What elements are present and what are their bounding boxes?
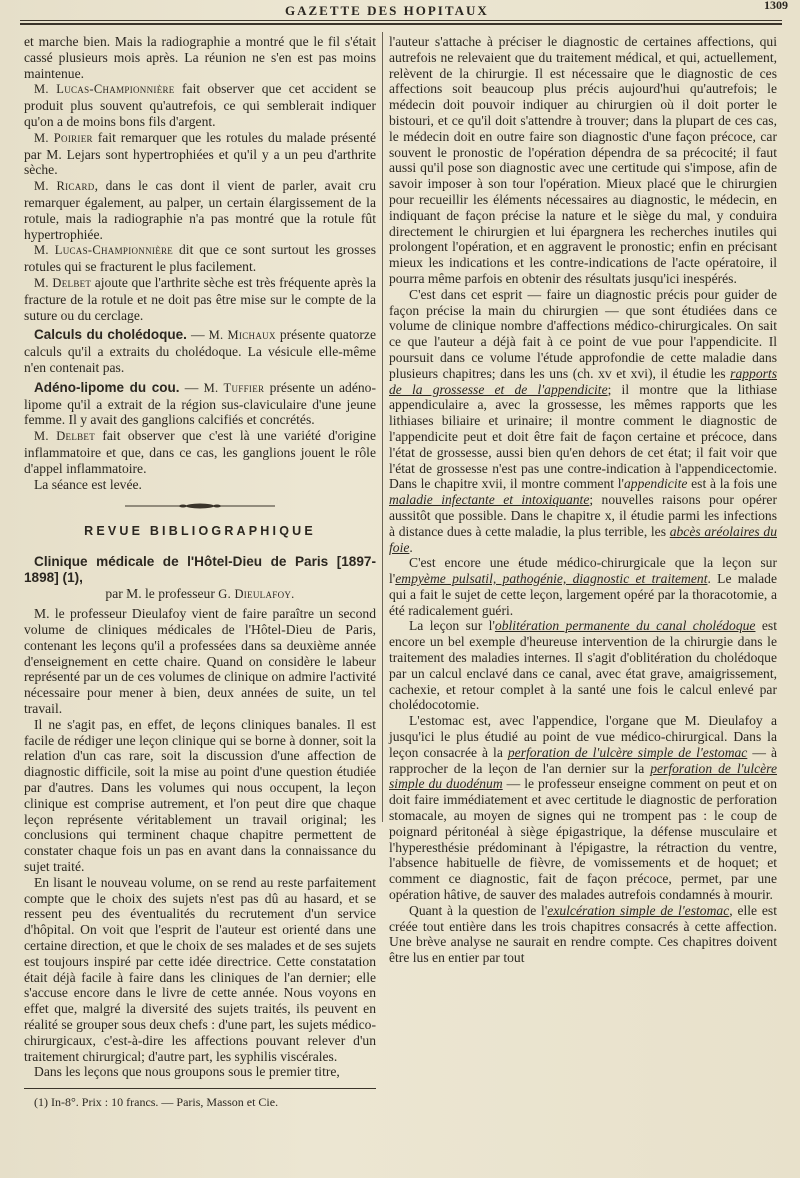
speaker-name: M. Lucas-Championnière	[34, 243, 174, 258]
paragraph: M. Poirier fait remarquer que les rotules du malade présenté par M. Lejars sont hypertrophiées et qu'il y a un peu d'arthrite sèche.	[24, 129, 376, 178]
paragraph: M. Lucas-Championnière dit que ce sont surtout les grosses rotules qui se fracturent le plus facilement.	[24, 242, 376, 275]
paragraph: M. Lucas-Championnière fait observer que cet accident se produit plus souvent qu'autrefois, ce qui semblerait indiquer qu'on a de moins bons fils d'argent.	[24, 81, 376, 129]
column-divider	[382, 32, 383, 822]
speaker-name: M. Poirier	[34, 130, 93, 145]
paragraph: En lisant le nouveau volume, on se rend au reste parfaitement compte que le choix des sujets n'est pas dû au hasard, et se ressent peu des éventualités du recrutement d'un service d'hôpital. On voit que l'esprit de l'auteur est orienté dans une certaine direction, et que le choix de ses malades et de ses sujets est toujours inspiré par cette idée directrice. Cette constatation était déjà facile à faire dans les cliniques de l'an dernier; elle s'accuse encore dans le livre de cette année. Nous voyons en effet que, malgré la diversité des sujets traités, ils peuvent en réalité se grouper sous deux chefs : d'une part, les sujets médico-chirurgicaux, c'est-à-dire les affections pouvant relever d'un traitement chirurgical; d'autre part, les syphilis viscérales.	[24, 874, 377, 1064]
footnote: (1) In-8°. Prix : 10 francs. — Paris, Masson et Cie.	[34, 1095, 279, 1110]
paragraph: et marche bien. Mais la radiographie a montré que le fil s'était cassé plusieurs mois après. La réunion ne s'en est pas moins maintenue.	[24, 34, 376, 81]
speaker-name: M. Michaux	[208, 328, 276, 343]
paragraph: Dans les leçons que nous groupons sous le premier titre,	[34, 1064, 340, 1080]
paragraph: C'est encore une étude médico-chirurgicale que la leçon sur l'empyème pulsatil, pathogénie, diagnostic et traitement. Le malade qui a fait le sujet de cette leçon, largement opéré par la thoracotomie, a été radicalement guéri.	[389, 555, 777, 618]
paragraph: L'estomac est, avec l'appendice, l'organe que M. Dieulafoy a jusqu'ici le plus étudié au point de vue médico-chirurgical. Dans la leçon consacrée à la perforation de l'ulcère simple de l'estomac — à rapprocher de la leçon de l'an dernier sur la perforation de l'ulcère simple du duodénum — le professeur enseigne comment on peut et on doit faire immédiatement et avec certitude le diagnostic de perforation stomacale, au moyen de signes qui ne trompent pas : le coup de poignard péritonéal à siège épigastrique, la défense musculaire et l'hyperesthésie prédominant à l'épigastre, la rétraction du ventre, l'absence habituelle de fièvre, de vomissements et de hoquet; et comment ce diagnostic, fait de façon précoce, permet, par une opération hâtive, de sauver des malades autrefois condamnés à mourir.	[389, 713, 778, 903]
paragraph: l'auteur s'attache à préciser le diagnostic de certaines affections, qui autrefois ne relevaient que du traitement médical, et qui, actuellement, relèvent de la chirurgie. Il est nécessaire que le diagnostic de ces affections soit beaucoup plus précis aujourd'hui qu'autrefois; le médecin doit pouvoir indiquer au chirurgien où il doit porter le bistouri, et ce qu'il doit s'attendre à trouver; dans la plupart de ces cas, le médecin doit en outre faire son diagnostic d'une façon précoce, car souvent le pronostic de l'opération dépendra de sa précocité; il faut aussi qu'il pose son diagnostic avec une certitude qui s'impose, afin de savoir imposer à son tour l'opération. Mieux placé que le chirurgien pour recueillir les éléments nécessaires au diagnostic, le médecin, en indiquant de façon précise la nature et le siège du mal, y conduira directement le chirurgien et lui épargnera les recherches inutiles qui prolongent l'opération, et en aggravent le pronostic; enfin en précisant mieux les indications et les contre-indications de l'acte opératoire, il pourra même parfois en obtenir des résultats jusqu'ici inespérés.	[389, 34, 777, 286]
paragraph: Calculs du cholédoque. — M. Michaux présente quatorze calculs qu'il a extraits du cholédoque. La vésicule elle-même n'en contenait pas.	[24, 327, 376, 375]
book-title-line	[24, 554, 376, 586]
paragraph: Adéno-lipome du cou. — M. Tuffier présente un adéno-lipome qu'il a extrait de la région sus-claviculaire d'une jeune femme. Il y avait des ganglions calcifiés et concrétés.	[24, 379, 376, 428]
book-title: Clinique médicale de l'Hôtel-Dieu de Paris [1897-1898] (1),	[24, 553, 376, 585]
speaker-name: M. Delbet	[34, 429, 96, 444]
paragraph: M. Delbet fait observer que c'est là une variété d'origine inflammatoire et que, dans ce cas, les ganglions jouent le rôle d'appel inflammatoire.	[24, 428, 376, 476]
subject-heading: Calculs du cholédoque.	[34, 327, 187, 343]
paragraph: M. le professeur Dieulafoy vient de faire paraître un second volume de cliniques médicales de l'Hôtel-Dieu de Paris, contenant les leçons qu'il a professées dans sa deuxième année d'enseignement en cette chaire. Quand on considère le labeur représenté par un de ces volumes de clinique on admire l'activité nécessaire pour mener à bien, deux années de suite, un tel travail.	[24, 606, 376, 717]
paragraph: C'est dans cet esprit — faire un diagnostic précis pour guider de façon précise la main du chirurgien — que sont étudiées dans ce volume de clinique nombre d'affections médico-chirurgicales. On sait ce que l'auteur a déjà fait à ce point de vue pour l'appendicite. Il poursuit dans ce volume l'étude approfondie de cette maladie dans plusieurs chapitres; dans les uns (ch. xv et xvi), il étudie les rapports de la grossesse et de l'appendicite; il montre que la lithiase appendiculaire a, avec la grossesse, les mêmes rapports que les lithiases biliaire et urinaire; il montre comment le diagnostic de l'appendicite peut et doit être fait de façon certaine et précoce, dans l'état de grossesse, aussi bien qu'en dehors de cet état; il fait voir que l'état de grossesse n'est pas une contre-indication à l'appendicectomie. Dans le chapitre xvii, il montre comment l'appendicite est à la fois une maladie infectante et intoxiquante; nouvelles raisons pour opérer aussitôt que possible. Dans le chapitre x, il étudie parmi les infections à distance dues à cette maladie, la plus terrible, les abcès aréolaires du foie.	[389, 286, 777, 555]
ornamental-separator	[24, 498, 376, 514]
header-rule-thick	[20, 23, 782, 25]
byline: par M. le professeur G. Dieulafoy.	[105, 585, 295, 601]
subject-heading: Adéno-lipome du cou.	[34, 379, 180, 395]
paragraph: La leçon sur l'oblitération permanente du canal cholédoque est encore un bel exemple d'heureuse intervention de la chirurgie dans le traitement des maladies internes. Il s'agit d'oblitération du cholédoque par un calcul enclavé dans ce canal, avec état grave, amaigrissement, cachexie, et retour complet à la santé une fois le calcul enlevé par cholédocotomie.	[389, 618, 778, 713]
paragraph: Quant à la question de l'exulcération simple de l'estomac, elle est créée tout entière dans les trois chapitres consacrés à cette affection. Une brève analyse ne saurait en rendre compte. Ces chapitres doivent être lus en entier par tout	[389, 902, 777, 966]
paragraph: Il ne s'agit pas, en effet, de leçons cliniques banales. Il est facile de rédiger une leçon clinique qui se borne à donner, soit la relation d'un cas rare, soit la discussion d'une affection de diagnostic difficile, soit la mise au point d'une question étudiée par d'autres. Dans les volumes qui nous occupent, la leçon clinique est comprise autrement, et l'on peut dire que chaque leçon représente véritablement un travail original; les conclusions qui terminent chaque chapitre permettent de constater chaque fois un pas en avant dans la connaissance du sujet traité.	[24, 716, 376, 875]
speaker-name: M. Ricard	[34, 179, 95, 194]
journal-title: GAZETTE DES HOPITAUX	[285, 3, 489, 18]
speaker-name: M. Lucas-Championnière	[34, 82, 175, 97]
section-title: REVUE BIBLIOGRAPHIQUE	[84, 524, 316, 539]
left-column	[24, 34, 376, 1109]
paragraph: La séance est levée.	[34, 476, 142, 492]
footnote-rule	[24, 1088, 376, 1089]
speaker-name: M. Delbet	[34, 275, 92, 290]
paragraph: M. Ricard, dans le cas dont il vient de parler, avait cru remarquer également, au palper, un certain élargissement de la rotule, mais la radiographie n'a pas montré que la rotule fût hypertrophiée.	[24, 178, 376, 242]
author-name: G. Dieulafoy.	[218, 586, 295, 601]
header-rule	[20, 20, 782, 21]
paragraph: M. Delbet ajoute que l'arthrite sèche est très fréquente après la fracture de la rotule et ne doit pas être mise sur le compte de la suture ou du cerclage.	[24, 274, 376, 323]
right-column	[389, 34, 777, 966]
running-head	[0, 0, 800, 20]
speaker-name: M. Tuffier	[203, 380, 265, 395]
page-number: 1309	[764, 0, 788, 12]
